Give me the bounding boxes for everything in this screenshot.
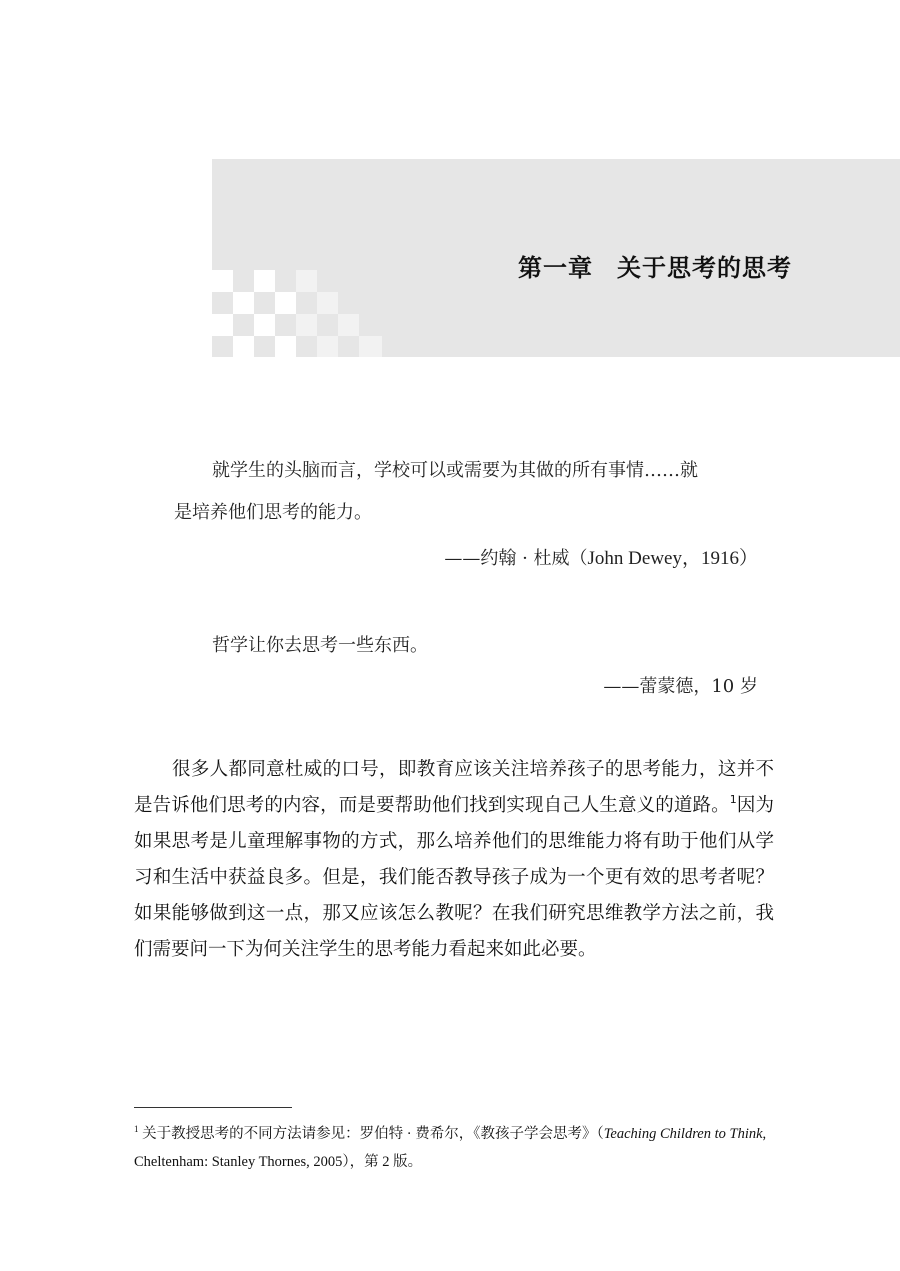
footnote-reference[interactable]: 1 (729, 793, 737, 806)
footnote (134, 1120, 786, 1176)
body-paragraph (134, 752, 774, 968)
epigraph-quote-1 (174, 450, 774, 534)
body-text-part-1: 很多人都同意杜威的口号，即教育应该关注培养孩子的思考能力，这并不是告诉他们思考的内容，而是要帮助他们找到实现自己人生意义的道路。 (134, 759, 774, 816)
attribution-prefix: ——约翰 · 杜威（ (444, 548, 588, 569)
attribution-name: John Dewey (587, 548, 682, 569)
epigraph-1-attribution (444, 543, 758, 570)
chapter-title (518, 248, 792, 283)
chapter-number: 第一章 (518, 253, 593, 282)
checker-pattern-decoration (212, 270, 382, 357)
footnote-book-title: Teaching Children to Think (603, 1126, 763, 1142)
chapter-name: 关于思考的思考 (617, 253, 792, 282)
epigraph-1-line-2: 是培养他们思考的能力。 (174, 502, 372, 523)
body-text-part-2: 因为如果思考是儿童理解事物的方式，那么培养他们的思维能力将有助于他们从学习和生活中获益良多。但是，我们能否教导孩子成为一个更有效的思考者呢？如果能够做到这一点，那又应该怎么教呢？在我们研究思维教学方法之前，我们需要问一下为何关注学生的思考能力看起来如此必要。 (134, 795, 774, 960)
footnote-marker: 1 (134, 1124, 139, 1134)
epigraph-1-line-1: 就学生的头脑而言，学校可以或需要为其做的所有事情……就 (212, 460, 698, 481)
footnote-divider (134, 1107, 292, 1108)
epigraph-2-attribution: ——蕾蒙德，10 岁 (603, 676, 758, 697)
attribution-year: ，1916） (681, 548, 758, 569)
footnote-text-post: , Cheltenham: Stanley Thornes, 2005），第 2 版。 (134, 1126, 767, 1170)
footnote-text-pre: 关于教授思考的不同方法请参见：罗伯特 · 费希尔，《教孩子学会思考》（ (142, 1126, 604, 1142)
epigraph-quote-2: 哲学让你去思考一些东西。 (212, 635, 428, 656)
